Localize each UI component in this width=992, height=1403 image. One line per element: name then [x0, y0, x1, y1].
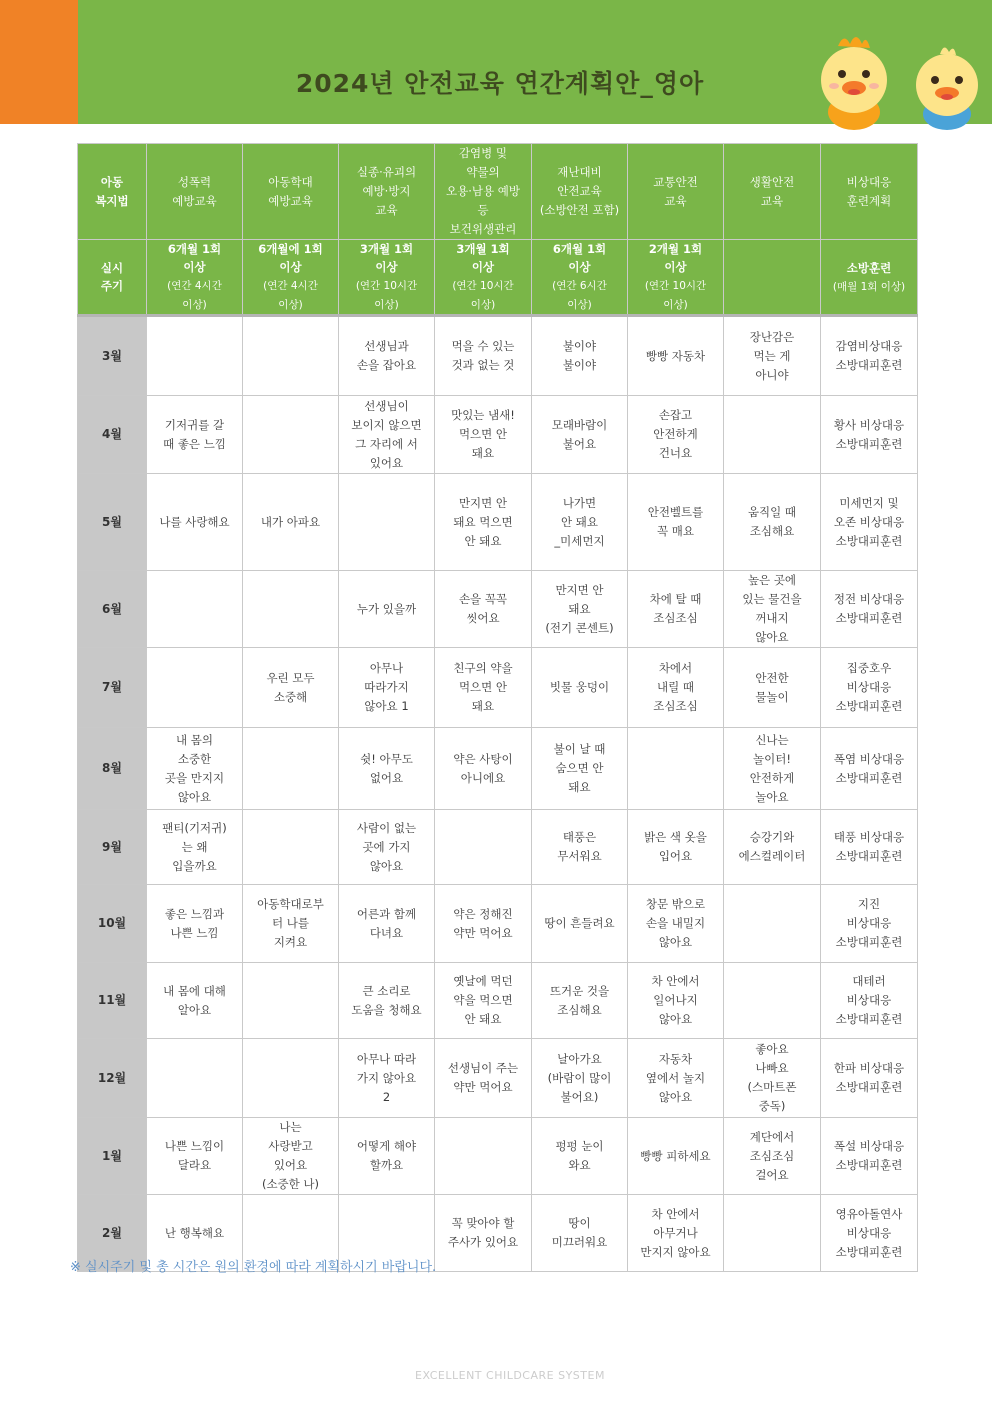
- frequency-sub: (연간 4시간 이상): [263, 280, 318, 311]
- frequency-cell: [628, 240, 724, 316]
- month-label: 11월: [78, 963, 147, 1039]
- plan-cell: 안전벨트를 꼭 매요: [628, 474, 724, 571]
- plan-cell: 지진 비상대응 소방대피훈련: [821, 885, 918, 963]
- column-header: 생활안전 교육: [724, 144, 821, 240]
- column-header: 아동학대 예방교육: [243, 144, 339, 240]
- plan-cell: 밝은 색 옷을 입어요: [628, 810, 724, 885]
- table-row: [78, 474, 918, 571]
- table-row: [78, 1039, 918, 1118]
- column-header: 재난대비 안전교육 (소방안전 포함): [532, 144, 628, 240]
- month-label: 6월: [78, 571, 147, 648]
- frequency-cell: [243, 240, 339, 316]
- plan-cell: 불이 날 때 숨으면 안 돼요: [532, 728, 628, 810]
- frequency-sub: (연간 6시간 이상): [552, 280, 607, 311]
- frequency-row-label: 실시 주기: [78, 240, 147, 316]
- frequency-main: 6개월에 1회 이상: [258, 242, 323, 274]
- table-row: [78, 810, 918, 885]
- plan-cell: 장난감은 먹는 게 아니야: [724, 316, 821, 396]
- frequency-cell: [339, 240, 435, 316]
- plan-cell: [724, 1195, 821, 1272]
- plan-cell: 아무나 따라 가지 않아요 2: [339, 1039, 435, 1118]
- plan-cell: 내 몸의 소중한 곳을 만지지 않아요: [147, 728, 243, 810]
- plan-cell: [243, 571, 339, 648]
- duck-mascot-icon: [916, 47, 978, 130]
- plan-cell: 태풍은 무서워요: [532, 810, 628, 885]
- month-label: 2월: [78, 1195, 147, 1272]
- plan-cell: 큰 소리로 도움을 청해요: [339, 963, 435, 1039]
- plan-cell: 좋은 느낌과 나쁜 느낌: [147, 885, 243, 963]
- frequency-cell: [147, 240, 243, 316]
- plan-cell: 감염비상대응 소방대피훈련: [821, 316, 918, 396]
- plan-cell: 차 안에서 일어나지 않아요: [628, 963, 724, 1039]
- plan-cell: 내가 아파요: [243, 474, 339, 571]
- plan-cell: [147, 571, 243, 648]
- plan-cell: [147, 1039, 243, 1118]
- table-body: [78, 316, 918, 1272]
- column-header: 성폭력 예방교육: [147, 144, 243, 240]
- plan-cell: 기저귀를 갈 때 좋은 느낌: [147, 396, 243, 474]
- frequency-cell: [532, 240, 628, 316]
- plan-cell: 누가 있을까: [339, 571, 435, 648]
- plan-cell: 차에서 내릴 때 조심조심: [628, 648, 724, 728]
- plan-cell: 선생님이 보이지 않으면 그 자리에 서 있어요: [339, 396, 435, 474]
- plan-cell: [147, 316, 243, 396]
- plan-cell: 만지면 안 돼요 먹으면 안 돼요: [435, 474, 532, 571]
- plan-cell: 선생님과 손을 잡아요: [339, 316, 435, 396]
- plan-cell: 꼭 맞아야 할 주사가 있어요: [435, 1195, 532, 1272]
- annual-plan-table: [77, 143, 918, 1272]
- plan-cell: [724, 963, 821, 1039]
- plan-cell: 땅이 미끄러워요: [532, 1195, 628, 1272]
- plan-cell: 빵빵 피하세요: [628, 1118, 724, 1195]
- plan-cell: [243, 963, 339, 1039]
- frequency-sub: (연간 10시간 이상): [355, 280, 418, 311]
- plan-cell: [724, 885, 821, 963]
- plan-cell: 나는 사랑받고 있어요 (소중한 나): [243, 1118, 339, 1195]
- table-row: [78, 885, 918, 963]
- plan-cell: 손잡고 안전하게 건너요: [628, 396, 724, 474]
- month-label: 4월: [78, 396, 147, 474]
- month-label: 10월: [78, 885, 147, 963]
- month-label: 12월: [78, 1039, 147, 1118]
- plan-cell: 한파 비상대응 소방대피훈련: [821, 1039, 918, 1118]
- plan-cell: 어떻게 해야 할까요: [339, 1118, 435, 1195]
- plan-cell: 선생님이 주는 약만 먹어요: [435, 1039, 532, 1118]
- plan-cell: 안전한 물놀이: [724, 648, 821, 728]
- plan-cell: 움직일 때 조심해요: [724, 474, 821, 571]
- plan-cell: 옛날에 먹던 약을 먹으면 안 돼요: [435, 963, 532, 1039]
- column-header: 실종·유괴의 예방·방지 교육: [339, 144, 435, 240]
- frequency-main: 2개월 1회 이상: [648, 242, 703, 274]
- page-title: 2024년 안전교육 연간계획안_영아: [295, 69, 705, 98]
- plan-cell: 펑펑 눈이 와요: [532, 1118, 628, 1195]
- plan-cell: 미세먼지 및 오존 비상대응 소방대피훈련: [821, 474, 918, 571]
- plan-cell: 나를 사랑해요: [147, 474, 243, 571]
- table-row: [78, 316, 918, 396]
- plan-cell: 땅이 흔들려요: [532, 885, 628, 963]
- plan-cell: 사람이 없는 곳에 가지 않아요: [339, 810, 435, 885]
- plan-cell: 뜨거운 것을 조심해요: [532, 963, 628, 1039]
- plan-cell: 날아가요 (바람이 많이 불어요): [532, 1039, 628, 1118]
- plan-cell: 팬티(기저귀) 는 왜 입을까요: [147, 810, 243, 885]
- plan-cell: 어른과 함께 다녀요: [339, 885, 435, 963]
- plan-cell: 맛있는 냄새! 먹으면 안 돼요: [435, 396, 532, 474]
- plan-cell: 신나는 놀이터! 안전하게 놀아요: [724, 728, 821, 810]
- orange-accent-tab: [0, 0, 78, 124]
- plan-cell: 태풍 비상대응 소방대피훈련: [821, 810, 918, 885]
- plan-cell: 아동학대로부 터 나를 지켜요: [243, 885, 339, 963]
- plan-cell: 손을 꼭꼭 씻어요: [435, 571, 532, 648]
- plan-cell: 모래바람이 불어요: [532, 396, 628, 474]
- frequency-cell: [724, 240, 821, 316]
- plan-cell: 만지면 안 돼요 (전기 콘센트): [532, 571, 628, 648]
- plan-cell: 약은 정해진 약만 먹어요: [435, 885, 532, 963]
- plan-cell: 불이야 불이야: [532, 316, 628, 396]
- footer-brand: EXCELLENT CHILDCARE SYSTEM: [415, 1369, 605, 1382]
- frequency-sub: (연간 10시간 이상): [644, 280, 707, 311]
- plan-cell: 나쁜 느낌이 달라요: [147, 1118, 243, 1195]
- plan-cell: 차에 탈 때 조심조심: [628, 571, 724, 648]
- plan-cell: 우린 모두 소중해: [243, 648, 339, 728]
- plan-cell: 나가면 안 돼요 _미세먼지: [532, 474, 628, 571]
- table-row: [78, 728, 918, 810]
- footnote: ※ 실시주기 및 총 시간은 원의 환경에 따라 계획하시기 바랍니다.: [70, 1260, 437, 1275]
- column-header: 감염병 및 약물의 오용·남용 예방 등 보건위생관리: [435, 144, 532, 240]
- month-label: 3월: [78, 316, 147, 396]
- plan-cell: 먹을 수 있는 것과 없는 것: [435, 316, 532, 396]
- column-header: 비상대응 훈련계획: [821, 144, 918, 240]
- duck-mascots: [812, 30, 982, 130]
- month-label: 7월: [78, 648, 147, 728]
- plan-cell: 내 몸에 대해 알아요: [147, 963, 243, 1039]
- plan-cell: 황사 비상대응 소방대피훈련: [821, 396, 918, 474]
- plan-cell: 승강기와 에스컬레이터: [724, 810, 821, 885]
- plan-cell: 빵빵 자동차: [628, 316, 724, 396]
- plan-cell: 쉿! 아무도 없어요: [339, 728, 435, 810]
- frequency-main: 3개월 1회 이상: [456, 242, 510, 274]
- frequency-sub: (매월 1회 이상): [832, 280, 906, 293]
- table-header: [78, 144, 918, 316]
- plan-cell: [628, 728, 724, 810]
- plan-cell: [339, 474, 435, 571]
- plan-cell: 집중호우 비상대응 소방대피훈련: [821, 648, 918, 728]
- plan-cell: [435, 1118, 532, 1195]
- frequency-main: 3개월 1회 이상: [359, 242, 414, 274]
- frequency-sub: (연간 4시간 이상): [167, 280, 222, 311]
- frequency-cell: [435, 240, 532, 316]
- plan-cell: [243, 1039, 339, 1118]
- plan-cell: 자동차 옆에서 놀지 않아요: [628, 1039, 724, 1118]
- header-row-label: 아동 복지법: [78, 144, 147, 240]
- table-row: [78, 963, 918, 1039]
- plan-cell: 계단에서 조심조심 걸어요: [724, 1118, 821, 1195]
- frequency-sub: (연간 10시간 이상): [452, 280, 514, 311]
- frequency-main: 소방훈련: [846, 260, 892, 275]
- frequency-main: 6개월 1회 이상: [552, 242, 607, 274]
- plan-cell: 친구의 약을 먹으면 안 돼요: [435, 648, 532, 728]
- month-label: 8월: [78, 728, 147, 810]
- plan-cell: 약은 사탕이 아니에요: [435, 728, 532, 810]
- table-row: [78, 648, 918, 728]
- month-label: 1월: [78, 1118, 147, 1195]
- plan-cell: 폭설 비상대응 소방대피훈련: [821, 1118, 918, 1195]
- plan-cell: [243, 396, 339, 474]
- column-header: 교통안전 교육: [628, 144, 724, 240]
- plan-cell: [243, 810, 339, 885]
- month-label: 5월: [78, 474, 147, 571]
- month-label: 9월: [78, 810, 147, 885]
- plan-cell: 정전 비상대응 소방대피훈련: [821, 571, 918, 648]
- plan-cell: [724, 396, 821, 474]
- plan-cell: [243, 728, 339, 810]
- table-row: [78, 1118, 918, 1195]
- table-row: [78, 396, 918, 474]
- plan-cell: 영유아돌연사 비상대응 소방대피훈련: [821, 1195, 918, 1272]
- plan-cell: 아무나 따라가지 않아요 1: [339, 648, 435, 728]
- table-row: [78, 571, 918, 648]
- plan-cell: [147, 648, 243, 728]
- plan-cell: [435, 810, 532, 885]
- plan-cell: 창문 밖으로 손을 내밀지 않아요: [628, 885, 724, 963]
- plan-cell: 대테러 비상대응 소방대피훈련: [821, 963, 918, 1039]
- plan-cell: 빗물 웅덩이: [532, 648, 628, 728]
- plan-cell: 좋아요 나빠요 (스마트폰 중독): [724, 1039, 821, 1118]
- frequency-main: 6개월 1회 이상: [167, 242, 222, 274]
- plan-cell: [243, 316, 339, 396]
- duck-mascot-icon: [821, 37, 887, 130]
- frequency-cell: [821, 240, 918, 316]
- plan-cell: 폭염 비상대응 소방대피훈련: [821, 728, 918, 810]
- plan-cell: 높은 곳에 있는 물건을 꺼내지 않아요: [724, 571, 821, 648]
- plan-cell: 차 안에서 아무거나 만지지 않아요: [628, 1195, 724, 1272]
- plan-cell: 난 행복해요: [147, 1195, 243, 1272]
